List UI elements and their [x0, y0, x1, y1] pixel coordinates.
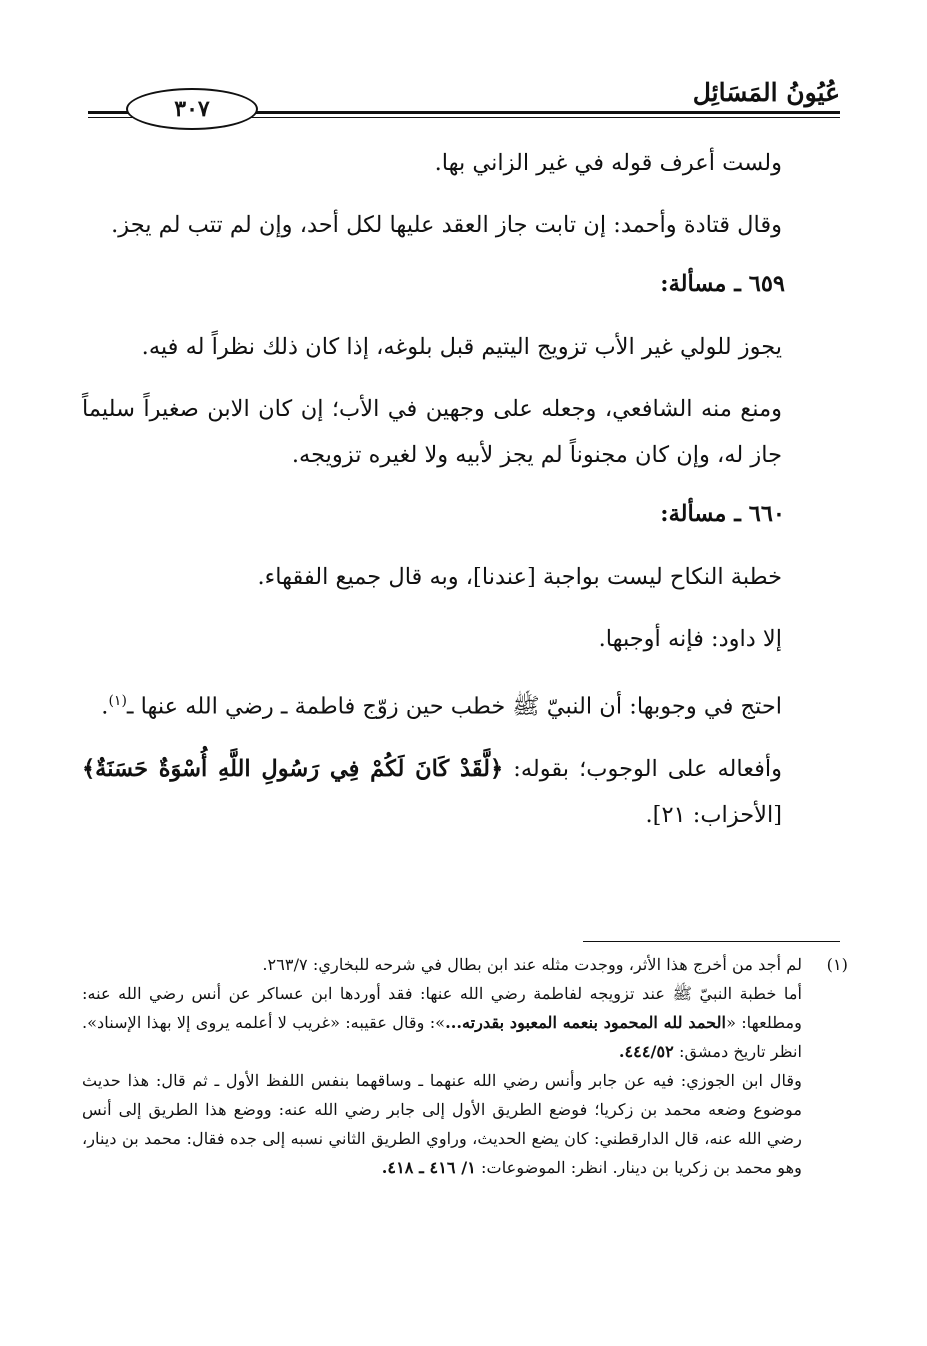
footnote-text: وقال ابن الجوزي: فيه عن جابر وأنس رضي الله عنهما ـ وساقهما بنفس اللفظ الأول ـ ثم قال: هذا حديث موضوع وضعه محمد بن زكريا؛ فوضع الطريق الأول إلى جابر رضي الله عنه: ووضع هذا الطريق إلى أنس رضي الله عنه، قال الدارقطني: كان يضع الحديث، وراوي الطريق الثاني نسبه إلى جده فقال: محمد بن دينار، وهو محمد بن زكريا بن دينار. انظر: الموضوعات: — [82, 1071, 802, 1177]
footnote-text: أما خطبة النبيّ ﷺ عند تزويجه لفاطمة رضي الله عنها: فقد أوردها ابن عساكر عن أنس رضي الله عنه: ومطلعها: « — [82, 984, 802, 1032]
footnote-text: »: وقال عقيبه: «غريب لا أعلمه يروى إلا بهذا الإسناد». انظر تاريخ دمشق: — [82, 1013, 802, 1061]
paragraph: خطبة النكاح ليست بواجبة [عندنا]، وبه قال جميع الفقهاء. — [257, 564, 782, 590]
page-number: ٣٠٧ — [174, 96, 210, 122]
paragraph-text: احتج في وجوبها: أن النبيّ ﷺ خطب حين زوّج فاطمة ـ رضي الله عنها ـ — [126, 693, 782, 720]
paragraph-text: وأفعاله على الوجوب؛ بقوله: — [503, 755, 782, 782]
paragraph — [82, 746, 840, 838]
page-header — [88, 78, 840, 126]
page-number-oval — [126, 88, 258, 130]
issue-heading: ٦٦٠ ـ مسألة: — [660, 501, 785, 527]
sermon-opening: الحمد لله المحمود بنعمه المعبود بقدرته... — [445, 1013, 727, 1032]
quran-verse: ﴿لَّقَدْ كَانَ لَكُمْ فِي رَسُولِ اللَّهِ أُسْوَةٌ حَسَنَةٌ﴾ — [82, 755, 504, 782]
footnote-text: لم أجد من أخرج هذا الأثر، ووجدت مثله عند ابن بطال في شرحه للبخاري: ٢٦٣/٧. — [262, 955, 802, 974]
paragraph: يجوز للولي غير الأب تزويج اليتيم قبل بلوغه، إذا كان ذلك نظراً له فيه. — [141, 334, 782, 360]
footnote-paragraph — [82, 1066, 848, 1182]
paragraph: إلا داود: فإنه أوجبها. — [598, 626, 782, 652]
running-title: عُيُونُ المَسَائِل — [692, 78, 840, 107]
main-text — [82, 140, 840, 854]
paragraph: ومنع منه الشافعي، وجعله على وجهين في الأب؛ إن كان الابن صغيراً سليماً جاز له، وإن كان مجنوناً لم يجز لأبيه ولا لغيره تزويجه. — [82, 396, 782, 468]
verse-citation: [الأحزاب: ٢١]. — [645, 801, 782, 828]
footnote-divider — [583, 941, 840, 942]
paragraph: ولست أعرف قوله في غير الزاني بها. — [434, 150, 782, 176]
paragraph: وقال قتادة وأحمد: إن تابت جاز العقد عليها لكل أحد، وإن لم تتب لم يجز. — [111, 212, 782, 238]
footnote — [82, 950, 848, 979]
footnotes — [82, 950, 848, 1182]
footnote-reference: (١) — [108, 693, 127, 709]
source-reference: ٤٤٤/٥٢. — [618, 1042, 674, 1061]
source-reference: ١/ ٤١٦ ـ ٤١٨. — [381, 1158, 476, 1177]
footnote-number: (١) — [826, 955, 848, 974]
issue-heading: ٦٥٩ ـ مسألة: — [660, 271, 785, 297]
paragraph: احتج في وجوبها: أن النبيّ ﷺ خطب حين زوّج فاطمة ـ رضي الله عنها ـ$^{(١)}$. — [101, 693, 782, 720]
footnote-paragraph — [82, 979, 848, 1066]
